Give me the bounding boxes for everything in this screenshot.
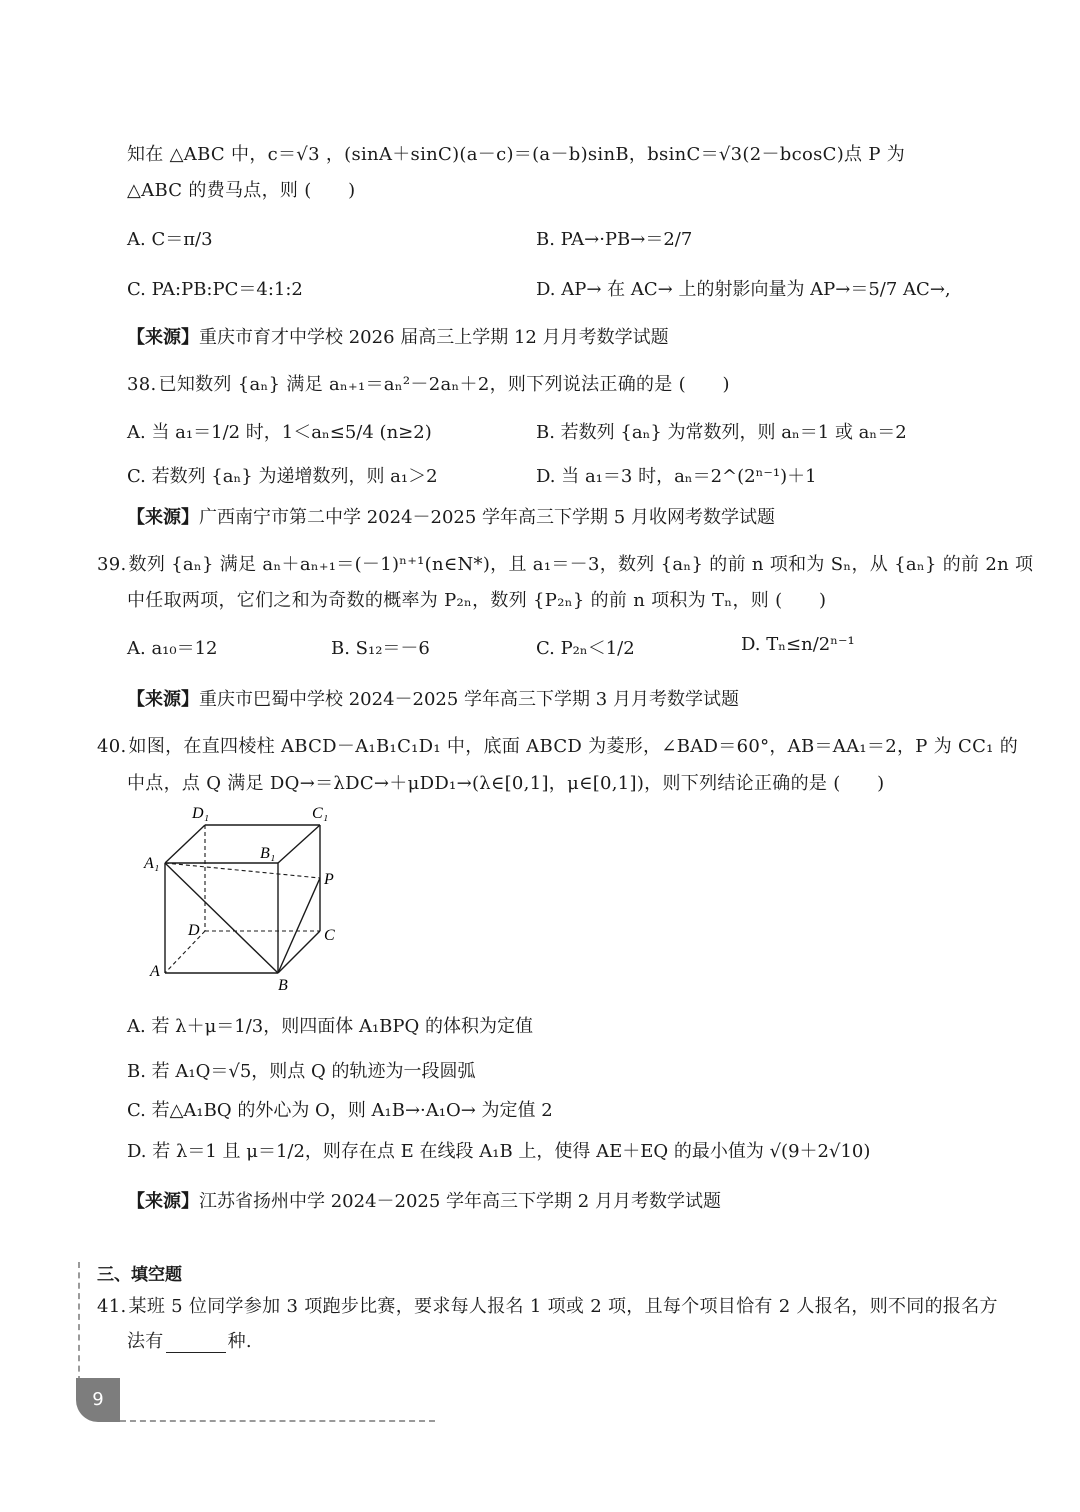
answer-blank[interactable]: [166, 1334, 226, 1353]
source-tag: 【来源】: [127, 689, 199, 710]
question-number: 41.: [97, 1296, 127, 1317]
q38-stem-text: 已知数列 {aₙ} 满足 aₙ₊₁＝aₙ²－2aₙ＋2，则下列说法正确的是 ( ): [158, 374, 730, 395]
q37-source: [127, 323, 669, 349]
q41-stem-line1: [97, 1292, 998, 1318]
q39-option-c: C. P₂ₙ＜1/2: [536, 638, 635, 659]
label-d1: D₁: [192, 805, 210, 822]
q39-option-a: A. a₁₀＝12: [127, 638, 218, 659]
q39-option-d: D. Tₙ≤n/2ⁿ⁻¹: [741, 634, 855, 655]
question-number: 38.: [127, 374, 157, 395]
label-b: B: [278, 977, 288, 993]
edge-c1b1: [278, 825, 320, 863]
q40-option-a: A. 若 λ＋μ＝1/3，则四面体 A₁BPQ 的体积为定值: [127, 1016, 533, 1037]
source-text: 江苏省扬州中学 2024－2025 学年高三下学期 2 月月考数学试题: [199, 1191, 721, 1212]
q41-stem-line2: [127, 1327, 252, 1353]
q40-source: [127, 1187, 721, 1213]
q37-option-b: B. PA→·PB→＝2/7: [536, 229, 693, 250]
q38-option-d: D. 当 a₁＝3 时，aₙ＝2^(2ⁿ⁻¹)＋1: [536, 466, 817, 487]
q37-stem-line1: 知在 △ABC 中，c＝√3 ，(sinA＋sinC)(a－c)＝(a－b)sinB，bsinC＝√3(2－bcosC)点 P 为: [127, 144, 906, 165]
label-a1: A₁: [144, 855, 160, 872]
page-number: 9: [92, 1389, 104, 1410]
dashed-margin-vertical: [78, 1262, 80, 1382]
q40-stem-line1: [97, 732, 1018, 758]
edge-bc: [278, 931, 320, 973]
label-p: P: [324, 871, 334, 888]
source-text: 重庆市育才中学校 2026 届高三上学期 12 月月考数学试题: [199, 327, 669, 348]
prism-diagram: [140, 798, 360, 993]
q38-option-b: B. 若数列 {aₙ} 为常数列，则 aₙ＝1 或 aₙ＝2: [536, 422, 907, 443]
q40-option-b: B. 若 A₁Q＝√5，则点 Q 的轨迹为一段圆弧: [127, 1061, 476, 1082]
label-d: D: [188, 922, 200, 939]
label-a: A: [150, 963, 160, 980]
source-text: 重庆市巴蜀中学校 2024－2025 学年高三下学期 3 月月考数学试题: [199, 689, 739, 710]
q37-stem-line2: △ABC 的费马点，则 ( ): [127, 180, 356, 201]
q38-option-c: C. 若数列 {aₙ} 为递增数列，则 a₁＞2: [127, 466, 438, 487]
q40-option-d: D. 若 λ＝1 且 μ＝1/2，则存在点 E 在线段 A₁B 上，使得 AE＋EQ 的最小值为 √(9＋2√10): [127, 1141, 871, 1162]
source-text: 广西南宁市第二中学 2024－2025 学年高三下学期 5 月收网考数学试题: [199, 507, 775, 528]
source-tag: 【来源】: [127, 507, 199, 528]
source-tag: 【来源】: [127, 1191, 199, 1212]
dashed-margin-horizontal: [120, 1420, 435, 1422]
page-number-tab: [76, 1378, 120, 1422]
q38-option-a: A. 当 a₁＝1/2 时，1＜aₙ≤5/4 (n≥2): [127, 422, 432, 443]
q40-stem-text: 如图，在直四棱柱 ABCD－A₁B₁C₁D₁ 中，底面 ABCD 为菱形，∠BAD＝60°，AB＝AA₁＝2，P 为 CC₁ 的: [128, 736, 1019, 757]
q39-source: [127, 685, 739, 711]
q38-stem: [127, 370, 730, 396]
question-number: 40.: [97, 736, 127, 757]
segment-a1b: [165, 863, 278, 973]
label-c: C: [324, 927, 335, 944]
q39-stem-line1: [97, 550, 1033, 576]
q41-stem-text: 某班 5 位同学参加 3 项跑步比赛，要求每人报名 1 项或 2 项，且每个项目恰有 2 人报名，则不同的报名方: [128, 1296, 998, 1317]
q37-option-a: A. C＝π/3: [127, 229, 213, 250]
q38-source: [127, 503, 775, 529]
q40-option-c: C. 若△A₁BQ 的外心为 O，则 A₁B→·A₁O→ 为定值 2: [127, 1100, 553, 1121]
q39-stem-line2: 中任取两项，它们之和为奇数的概率为 P₂ₙ，数列 {P₂ₙ} 的前 n 项积为 Tₙ，则 ( ): [127, 590, 827, 611]
section-heading: 三、填空题: [97, 1265, 182, 1285]
q39-option-b: B. S₁₂＝－6: [331, 638, 430, 659]
question-number: 39.: [97, 554, 127, 575]
edge-d1a1: [165, 825, 205, 863]
segment-pb: [278, 878, 320, 973]
q41-text-pre: 法有: [127, 1331, 164, 1352]
label-b1: B₁: [260, 845, 276, 862]
q37-option-c: C. PA:PB:PC＝4:1:2: [127, 279, 303, 300]
label-c1: C₁: [312, 805, 329, 822]
q40-stem-line2: 中点，点 Q 满足 DQ→＝λDC→＋μDD₁→(λ∈[0,1]，μ∈[0,1])，则下列结论正确的是 ( ): [127, 773, 885, 794]
segment-a1p-hidden: [165, 863, 320, 878]
q41-text-post: 种.: [227, 1331, 252, 1352]
q39-stem-text: 数列 {aₙ} 满足 aₙ＋aₙ₊₁＝(－1)ⁿ⁺¹(n∈N*)，且 a₁＝－3，数列 {aₙ} 的前 n 项和为 Sₙ，从 {aₙ} 的前 2n 项: [128, 554, 1034, 575]
q37-option-d: D. AP→ 在 AC→ 上的射影向量为 AP→＝5/7 AC→,: [536, 279, 951, 300]
prism-figure: [140, 798, 360, 997]
source-tag: 【来源】: [127, 327, 199, 348]
